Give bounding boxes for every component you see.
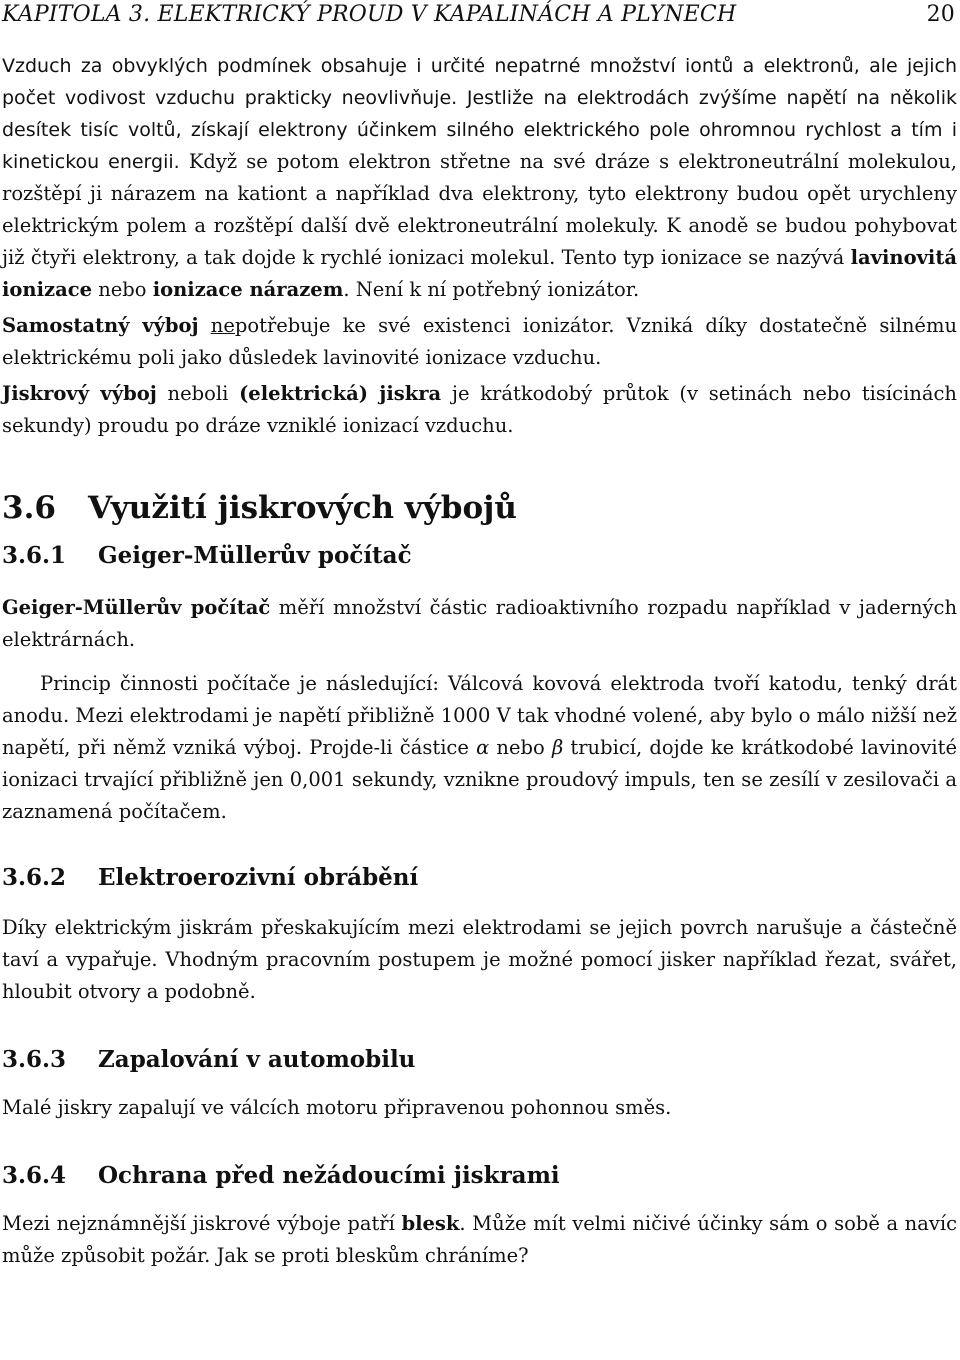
text-segment: neboli [156,382,240,405]
section-number: 3.6 [2,490,56,526]
paragraph-protection [2,1208,957,1272]
page-number: 20 [926,2,955,27]
text-segment: nebo [489,736,552,759]
paragraph-ignition [2,1092,957,1124]
term-spark-discharge: Jiskrový výboj [2,382,157,405]
text-segment: Když se potom elektron střetne na své dráze s elektroneutrální molekulou, rozštěpí ji nárazem na kationt a například dva elektrony, tyto elektrony budou opět urychleny elektrickým polem a rozštěpí další dvě elektroneutrální molekuly. K anodě se budou pohybovat již čtyři elektrony, a tak dojde k rychlé ionizaci molekul. Tento typ ionizace se nazývá [2,150,957,269]
term-geiger-counter: Geiger-Müllerův počítač [2,596,271,619]
text-segment: . Není k ní potřebný ionizátor. [343,278,640,301]
paragraph-self-sustained-discharge [2,310,957,374]
text-segment: potřebuje ke své existenci ionizátor. Vzniká díky dostatečně silnému elektrickému poli jako důsledek lavinovité ionizace vzduchu. [2,314,958,369]
term-electric-spark: (elektrická) jiskra [239,382,442,405]
term-avalanche-ionization: lavinovitá ionizace [2,246,957,301]
underlined-text: ne [210,314,235,337]
text-segment: Mezi nejznámnější jiskrové výboje patří [2,1212,402,1235]
subsection-number: 3.6.1 [2,542,67,569]
term-self-sustained-discharge: Samostatný výboj [2,314,199,337]
paragraph-edm [2,912,957,1008]
subsection-title: Ochrana před nežádoucími jiskrami [98,1162,560,1189]
subsection-heading-ignition [2,1044,957,1076]
subsection-title: Elektroerozivní obrábění [98,864,419,891]
text-segment: měří množství částic radioaktivního rozpadu například v jaderných elektrárnách. [2,596,957,651]
subsection-heading-edm [2,862,957,894]
section-heading [2,488,957,528]
text-segment: je krátkodobý průtok (v setinách nebo tisícinách sekundy) proudu po dráze vzniklé ionizací vzduchu. [2,382,957,437]
subsection-title: Geiger-Müllerův počítač [98,542,412,569]
paragraph-spark-discharge [2,378,957,442]
term-lightning: blesk [401,1212,460,1235]
text-segment: nebo [92,278,153,301]
text-segment: Malé jiskry zapalují ve válcích motoru připravenou pohonnou směs. [2,1096,672,1119]
text-segment: Princip činnosti počítače je následující: Válcová kovová elektroda tvoří katodu, tenký drát anodu. Mezi elektrodami je napětí přibližně 1000 V tak vhodné volené, aby bylo o málo nižší než napětí, při němž vzniká výboj. Projde-li částice [2,672,957,759]
text-segment: trubicí, dojde ke krátkodobé lavinovité ionizaci trvající přibližně jen 0,001 sekundy, vznikne proudový impuls, ten se zesílí v zesilovači a zaznamená počítačem. [2,736,958,823]
subsection-number: 3.6.2 [2,864,67,891]
running-header [2,2,957,30]
text-segment: . Může mít velmi ničivé účinky sám o sobě a navíc může způsobit požár. Jak se proti bleskům chráníme? [2,1212,958,1267]
subsection-title: Zapalování v automobilu [98,1046,416,1073]
subsection-number: 3.6.4 [2,1162,67,1189]
symbol-beta: β [551,736,564,759]
paragraph-geiger-intro [2,592,957,656]
symbol-alpha: α [476,736,490,759]
document-page [2,0,957,1272]
text-segment: Vzduch za obvyklých podmínek obsahuje i určité nepatrné množství iontů a elektronů, ale jejich počet vodivost vzduchu prakticky neovlivňuje. Jestliže na elektrodách zvýšíme napětí na několik desítek tisíc voltů, získají elektrony účinkem silného elektrického pole ohromnou rychlost a tím i kinetickou energii. [2,55,957,173]
section-title: Využití jiskrových výbojů [88,490,517,526]
paragraph-geiger-principle [2,668,957,828]
term-impact-ionization: ionizace nárazem [152,278,344,301]
paragraph-ionization [2,50,957,306]
subsection-number: 3.6.3 [2,1046,67,1073]
subsection-heading-protection [2,1160,957,1192]
chapter-title: KAPITOLA 3. ELEKTRICKÝ PROUD V KAPALINÁCH A PLYNECH [2,2,737,27]
text-segment: Díky elektrickým jiskrám přeskakujícím mezi elektrodami se jejich povrch narušuje a částečně taví a vypařuje. Vhodným pracovním postupem je možné pomocí jisker například řezat, svářet, hloubit otvory a podobně. [2,916,957,1003]
subsection-heading-geiger [2,540,957,572]
